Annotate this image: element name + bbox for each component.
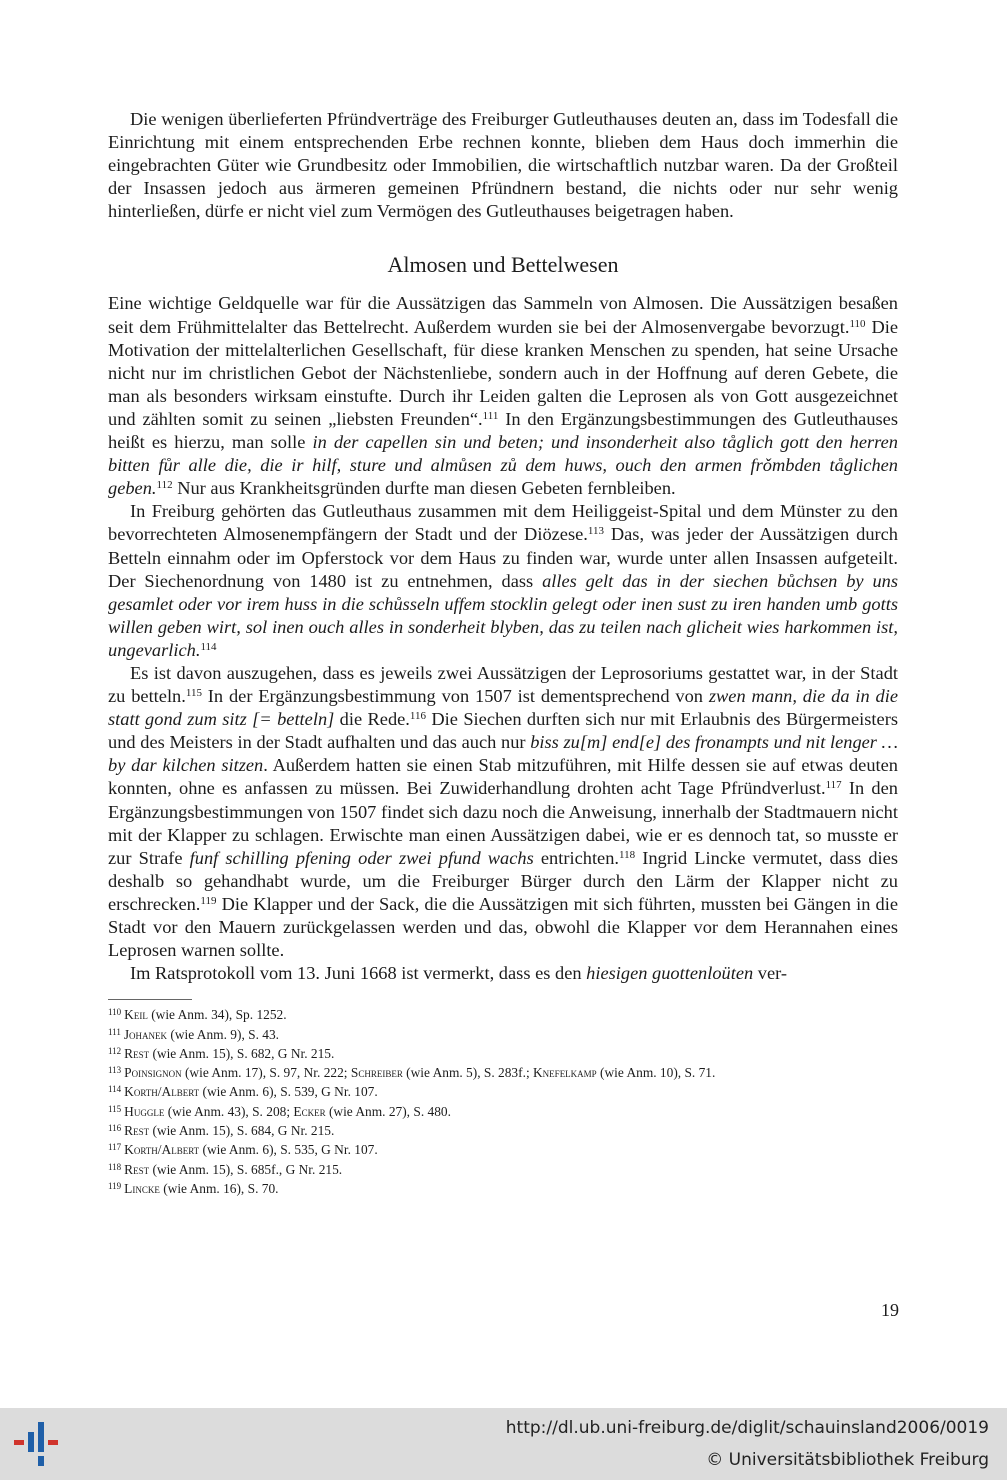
footnote: $^{115}$ Huggle (wie Anm. 43), S. 208; Ecker (wie Anm. 27), S. 480.: [108, 1103, 451, 1119]
paragraph-almosen: Eine wichtige Geldquelle war für die Aussätzigen das Sammeln von Almosen. Die Aussätzigen besaßen seit dem Frühmittelalter das Bettelrecht. Außerdem wurden sie bei der Almosenvergabe bevorzugt.$^{110}$ Die Motivation der mittelalterlichen Gesellschaft, für diese kranken Menschen zu spenden, hat seine Ursache nicht nur im christlichen Gebot der Nächstenliebe, sondern auch in der Hoffnung auf deren Gebete, die man als besonders wirksam einstufte. Durch ihr Leiden galten die Leprosen als von Gott ausgezeichnet und zählten somit zu seinen „liebsten Freunden“.$^{111}$ In den Ergänzungsbestimmungen des Gutleuthauses heißt es hierzu, man solle in der capellen sin und beten; und insonderheit also tåglich gott den herren bitten fůr alle die, die ir hilf, sture und almůsen zů dem huws, ouch den armen frǒmbden tåglichen geben.$^{112}$ Nur aus Krankheitsgründen durfte man diesen Gebeten fernbleiben.: [108, 293, 898, 499]
footnote-ref[interactable]: 112: [156, 479, 173, 492]
paragraph-betteln: Es ist davon auszugehen, dass es jeweils zwei Aussätzigen der Leprosoriums gestattet war, in der Stadt zu betteln.$^{115}$ In der Ergänzungsbestimmung von 1507 ist dementsprechend von zwen mann, die da in die statt gond zum sitz [= betteln] die Rede.$^{116}$ Die Siechen durften sich nur mit Erlaubnis des Bürgermeisters und des Meisters in der Stadt aufhalten und das auch nur biss zu[m] end[e] des fronampts und nit lenger … by dar kilchen sitzen. Außerdem hatten sie einen Stab mitzuführen, mit Hilfe dessen sie auf etwas deuten konnten, ohne es anfassen zu müssen. Bei Zuwiderhandlung drohten acht Tage Pfründverlust.$^{117}$ In den Ergänzungsbestimmungen von 1507 findet sich dazu noch die Anweisung, innerhalb der Stadtmauern nicht mit der Klapper zu schlagen. Erwischte man einen Aussätzigen dabei, wie er es dennoch tat, so musste er zur Strafe funf schilling pfening oder zwei pfund wachs entrichten.$^{118}$ Ingrid Lincke vermutet, dass dies deshalb so gehandhabt wurde, um die Freiburger Bürger durch den Lärm der Klapper nicht zu erschrecken.$^{119}$ Die Klapper und der Sack, die die Aussätzigen mit sich führten, mussten bei Gängen in die Stadt vor den Mauern zurückgelassen werden und das, obwohl die Klapper vor dem Herannahen eines Leprosen warnen sollte.: [108, 662, 898, 961]
permalink-url[interactable]: http://dl.ub.uni-freiburg.de/diglit/schauinsland2006/0019: [505, 1418, 989, 1438]
footnote: $^{118}$ Rest (wie Anm. 15), S. 685f., G Nr. 215.: [108, 1161, 343, 1177]
library-footer-bar: [0, 1408, 1007, 1480]
section-heading: Almosen und Bettelwesen: [387, 252, 619, 278]
footnote-ref[interactable]: 111: [482, 409, 499, 422]
footnote-ref[interactable]: 117: [825, 779, 842, 792]
ub-freiburg-logo-icon[interactable]: [14, 1418, 64, 1468]
footnote-ref[interactable]: 114: [200, 640, 217, 653]
footnote: $^{117}$ Korth/Albert (wie Anm. 6), S. 535, G Nr. 107.: [108, 1142, 378, 1158]
footnote: $^{111}$ Johanek (wie Anm. 9), S. 43.: [108, 1026, 280, 1042]
paragraph-gutleuthaus-vertraege: Die wenigen überlieferten Pfründverträge des Freiburger Gutleuthauses deuten an, dass im Todesfall die Einrichtung mit einem entsprechenden Erbe rechnen konnte, blieben dem Haus doch immerhin die eingebrachten Güter wie Grundbesitz oder Immobilien, die wirtschaftlich nutzbar waren. Da der Großteil der Insassen jedoch aus ärmeren gemeinen Pfründnern bestand, die nichts oder nur sehr wenig hinterließen, dürfe er nicht viel zum Vermögen des Gutleuthauses beigetragen haben.: [108, 109, 898, 222]
footnote: $^{119}$ Lincke (wie Anm. 16), S. 70.: [108, 1180, 279, 1196]
footnote-ref[interactable]: 115: [185, 687, 202, 700]
paragraph-almosenempfaenger: In Freiburg gehörten das Gutleuthaus zusammen mit dem Heiliggeist-Spital und dem Münster zu den bevorrechteten Almosenempfängern der Stadt und der Diözese.$^{113}$ Das, was jeder der Aussätzigen durch Betteln einnahm oder im Opferstock vor dem Haus zu finden war, wurde unter allen Insassen aufgeteilt. Der Siechenordnung von 1480 ist zu entnehmen, dass alles gelt das in der siechen bůchsen by uns gesamlet oder vor irem huss in die schůsseln uffem stocklin gelegt oder inen sust zu iren handen umb gotts willen geben wirt, sol inen ouch alles in sonderheit blyben, das zu teilen nach glicheit wies harkommen ist, ungevarlich.$^{114}$: [108, 501, 898, 660]
copyright-notice: © Universitätsbibliothek Freiburg: [706, 1450, 989, 1470]
page-number: 19: [881, 1300, 899, 1320]
paragraph-ratsprotokoll: Im Ratsprotokoll vom 13. Juni 1668 ist vermerkt, dass es den hiesigen guottenloüten ver-: [130, 963, 788, 984]
footnote: $^{113}$ Poinsignon (wie Anm. 17), S. 97, Nr. 222; Schreiber (wie Anm. 5), S. 283f.; Knefelkamp (wie Anm. 10), S. 71.: [108, 1065, 716, 1081]
footnote-ref[interactable]: 113: [587, 525, 604, 538]
footnote-ref[interactable]: 119: [200, 894, 217, 907]
footnote-ref[interactable]: 116: [409, 710, 427, 723]
footnote-ref[interactable]: 118: [619, 848, 636, 861]
page-content: [108, 108, 898, 1199]
footnotes: [108, 1006, 898, 1199]
footnote-divider: [108, 999, 192, 1000]
footnote: $^{110}$ Keil (wie Anm. 34), Sp. 1252.: [108, 1007, 287, 1023]
footnote: $^{116}$ Rest (wie Anm. 15), S. 684, G Nr. 215.: [108, 1123, 335, 1139]
footnote-ref[interactable]: 110: [849, 317, 866, 330]
footnote: $^{112}$ Rest (wie Anm. 15), S. 682, G Nr. 215.: [108, 1045, 335, 1061]
footnote: $^{114}$ Korth/Albert (wie Anm. 6), S. 539, G Nr. 107.: [108, 1084, 378, 1100]
